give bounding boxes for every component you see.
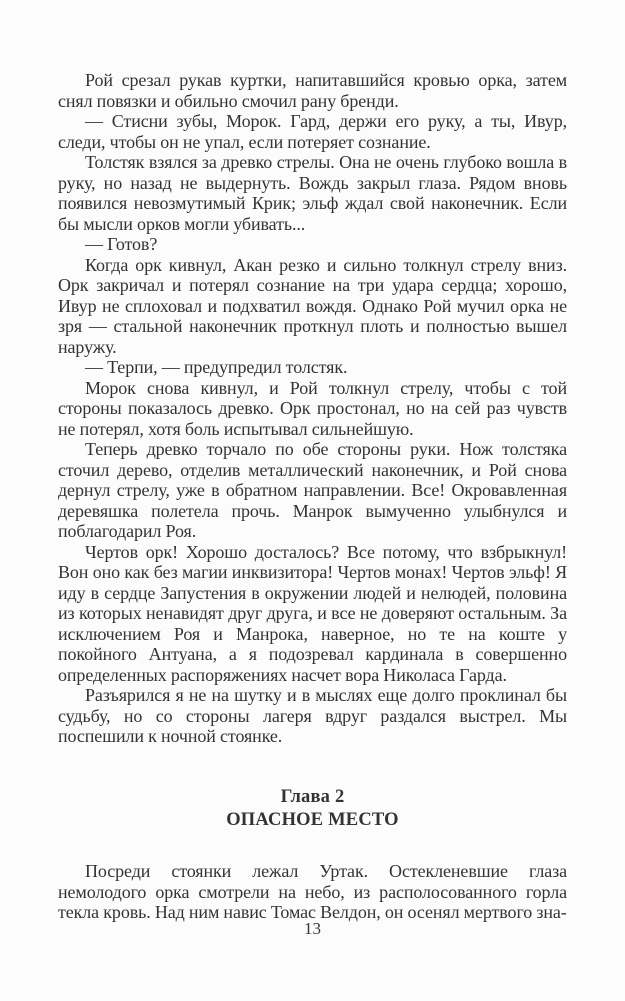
- paragraph: Рой срезал рукав куртки, напитавшийся кровью орка, затем снял повязки и обильно смочил рану бренди.: [58, 70, 567, 111]
- chapter-title: ОПАСНОЕ МЕСТО: [226, 810, 399, 830]
- body-text: [58, 70, 567, 786]
- text-column: [58, 70, 567, 923]
- paragraph: Теперь древко торчало по обе стороны руки. Нож толстяка сточил дерево, отделив металлический наконечник, и Рой снова дернул стрелу, уже в обратном направлении. Все! Окровавленная деревяшка полетела прочь. Манрок вымученно улыбнулся и поблагодарил Роя.: [58, 439, 567, 541]
- dialogue-paragraph: — Готов?: [85, 234, 158, 254]
- paragraph: Разъярился я не на шутку и в мыслях еще долго проклинал бы судьбу, но со стороны лагеря вдруг раздался выстрел. Мы поспешили к ночной стоянке.: [58, 685, 567, 746]
- paragraph: Толстяк взялся за древко стрелы. Она не очень глубоко вошла в руку, но назад не выдернуть. Вождь закрыл глаза. Рядом вновь появился невозмутимый Крик; эльф ждал свой наконечник. Если бы мысли орков могли убивать...: [58, 152, 567, 234]
- paragraph: Морок снова кивнул, и Рой толкнул стрелу, чтобы с той стороны показалось древко. Орк простонал, но на сей раз чувств не потерял, хотя боль испытывал сильнейшую.: [58, 377, 567, 439]
- page-number: 13: [304, 919, 321, 938]
- paragraph: Чертов орк! Хорошо досталось? Все потому, что взбрыкнул! Вон оно как без магии инквизитора! Чертов монах! Чертов эльф! Я иду в сердце Запустения в окружении людей и нелюдей, половина из которых ненавидят друг друга, и все не доверяют остальным. За исключением Роя и Манрока, наверное, но те на коште у покойного Антуана, а я подозревал кардинала в совершенно определенных распоряжениях насчет вора Николаса Гарда.: [58, 541, 567, 685]
- chapter-heading: [58, 786, 567, 832]
- paragraph: Когда орк кивнул, Акан резко и сильно толкнул стрелу вниз. Орк закричал и потерял сознание на три удара сердца; хорошо, Ивур не сплоховал и подхватил вождя. Однако Рой мучил орка не зря — стальной наконечник проткнул плоть и полностью вышел наружу.: [58, 254, 567, 357]
- chapter-label: Глава 2: [280, 787, 345, 807]
- paragraph: — Стисни зубы, Морок. Гард, держи его руку, а ты, Ивур, следи, чтобы он не упал, если потеряет сознание.: [58, 111, 567, 152]
- dialogue-paragraph: — Терпи, — предупредил толстяк.: [85, 357, 348, 377]
- paragraph: Посреди стоянки лежал Уртак. Остекленевшие глаза немолодого орка смотрели на небо, из располосованного горла текла кровь. Над ним навис Томас Велдон, он осенял мертвого зна-: [58, 861, 567, 922]
- chapter-body-start: [58, 861, 567, 923]
